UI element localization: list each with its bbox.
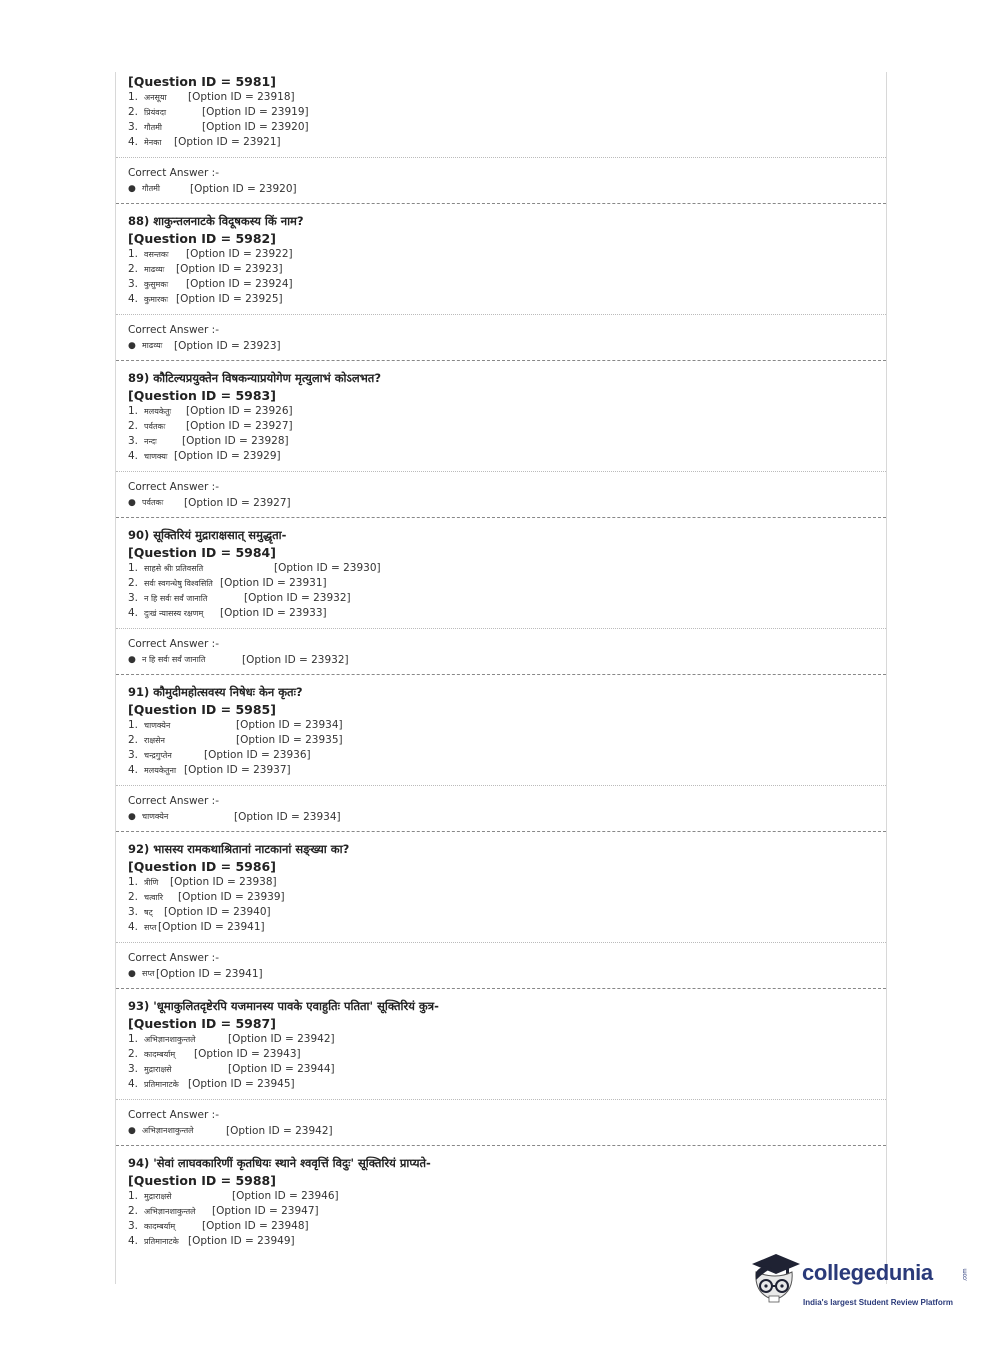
option-number: 4.	[128, 607, 139, 619]
option-id: [Option ID = 23944]	[228, 1063, 335, 1075]
options-list	[128, 875, 886, 935]
option-item	[128, 1234, 886, 1249]
answer-text: सप्त	[142, 969, 155, 978]
option-item	[128, 1077, 886, 1092]
option-item	[128, 875, 886, 890]
answer-text: न हि सर्वः सर्वं जानाति	[142, 655, 206, 664]
answer-option-id: [Option ID = 23923]	[174, 340, 281, 352]
bullet-icon: ●	[128, 498, 136, 508]
option-id: [Option ID = 23932]	[244, 592, 351, 604]
question-title: 92) भासस्य रामकथाश्रितानां नाटकानां सङ्ख्या का?	[128, 842, 350, 856]
option-id: [Option ID = 23921]	[174, 136, 281, 148]
option-number: 1.	[128, 405, 139, 417]
option-id: [Option ID = 23922]	[186, 248, 293, 260]
mascot-icon	[742, 1250, 804, 1312]
option-text: सर्वः स्वगन्धेषु विश्वसिति	[144, 579, 213, 588]
option-id: [Option ID = 23941]	[158, 921, 265, 933]
question-title: 94) 'सेवां लाघवकारिणीं कृतधियः स्थाने श्ववृत्तिं विदुः' सूक्तिरियं प्राप्यते-	[128, 1156, 431, 1170]
option-text: गौतमी	[144, 123, 162, 132]
question-id: [Question ID = 5988]	[128, 1173, 276, 1188]
option-id: [Option ID = 23926]	[186, 405, 293, 417]
option-item	[128, 449, 886, 464]
option-text: प्रतिमानाटके	[144, 1080, 179, 1089]
option-item	[128, 576, 886, 591]
option-text: अभिज्ञानशाकुन्तले	[144, 1035, 196, 1044]
option-number: 2.	[128, 1205, 139, 1217]
option-text: त्रीणि	[144, 878, 159, 887]
correct-answer	[116, 1123, 886, 1139]
option-item	[128, 262, 886, 277]
option-number: 3.	[128, 1063, 139, 1075]
correct-answer-label: Correct Answer :-	[128, 952, 219, 964]
option-text: कुमारकः	[144, 295, 169, 304]
answer-text: माढव्यः	[142, 341, 163, 350]
logo-wordmark: collegedunia	[802, 1260, 933, 1285]
options-list	[128, 90, 886, 150]
option-id: [Option ID = 23940]	[164, 906, 271, 918]
correct-answer	[116, 809, 886, 825]
answer-option-id: [Option ID = 23932]	[242, 654, 349, 666]
divider	[116, 628, 886, 629]
option-item	[128, 1204, 886, 1219]
option-number: 4.	[128, 921, 139, 933]
option-id: [Option ID = 23918]	[188, 91, 295, 103]
question-id: [Question ID = 5982]	[128, 231, 276, 246]
divider	[116, 471, 886, 472]
option-text: न हि सर्वः सर्वं जानाति	[144, 594, 208, 603]
correct-answer	[116, 652, 886, 668]
option-text: प्रियंवदा	[144, 108, 167, 117]
option-item	[128, 748, 886, 763]
option-item	[128, 292, 886, 307]
question-block	[116, 518, 886, 675]
option-number: 4.	[128, 450, 139, 462]
option-item	[128, 247, 886, 262]
option-text: सप्त	[144, 923, 157, 932]
options-list	[128, 561, 886, 621]
option-id: [Option ID = 23925]	[176, 293, 283, 305]
option-id: [Option ID = 23930]	[274, 562, 381, 574]
option-item	[128, 404, 886, 419]
options-list	[128, 247, 886, 307]
option-id: [Option ID = 23946]	[232, 1190, 339, 1202]
option-text: मुद्राराक्षसे	[144, 1065, 172, 1074]
option-id: [Option ID = 23949]	[188, 1235, 295, 1247]
option-item	[128, 434, 886, 449]
correct-answer-label: Correct Answer :-	[128, 324, 219, 336]
option-item	[128, 277, 886, 292]
question-id: [Question ID = 5987]	[128, 1016, 276, 1031]
option-number: 2.	[128, 734, 139, 746]
option-text: नन्दः	[144, 437, 157, 446]
option-number: 4.	[128, 136, 139, 148]
option-number: 3.	[128, 278, 139, 290]
option-item	[128, 890, 886, 905]
question-block	[116, 361, 886, 518]
option-item	[128, 1032, 886, 1047]
option-number: 2.	[128, 891, 139, 903]
option-item	[128, 920, 886, 935]
option-number: 1.	[128, 876, 139, 888]
question-block	[116, 832, 886, 989]
option-text: चन्द्रगुप्तेन	[144, 751, 172, 760]
option-number: 2.	[128, 106, 139, 118]
option-id: [Option ID = 23933]	[220, 607, 327, 619]
option-number: 3.	[128, 435, 139, 447]
exam-page	[115, 72, 887, 1284]
option-item	[128, 105, 886, 120]
option-number: 2.	[128, 420, 139, 432]
answer-option-id: [Option ID = 23934]	[234, 811, 341, 823]
option-id: [Option ID = 23923]	[176, 263, 283, 275]
question-title: 91) कौमुदीमहोत्सवस्य निषेधः केन कृतः?	[128, 685, 303, 699]
option-text: कुसुमकः	[144, 280, 169, 289]
option-id: [Option ID = 23943]	[194, 1048, 301, 1060]
answer-text: पर्वतकः	[142, 498, 164, 507]
option-id: [Option ID = 23919]	[202, 106, 309, 118]
question-title: 90) सूक्तिरियं मुद्राराक्षसात् समुद्धृता-	[128, 528, 287, 542]
option-number: 3.	[128, 749, 139, 761]
option-item	[128, 763, 886, 778]
option-item	[128, 561, 886, 576]
option-item	[128, 606, 886, 621]
option-text: चत्वारि	[144, 893, 164, 902]
option-item	[128, 1189, 886, 1204]
answer-option-id: [Option ID = 23927]	[184, 497, 291, 509]
bullet-icon: ●	[128, 1126, 136, 1136]
option-id: [Option ID = 23934]	[236, 719, 343, 731]
option-text: साहसे श्रीः प्रतिवसति	[144, 564, 204, 573]
option-number: 1.	[128, 562, 139, 574]
option-id: [Option ID = 23929]	[174, 450, 281, 462]
option-text: कादम्बर्याम्	[144, 1050, 176, 1059]
correct-answer-label: Correct Answer :-	[128, 1109, 219, 1121]
option-text: अनसूया	[144, 93, 167, 102]
option-number: 3.	[128, 906, 139, 918]
divider	[116, 314, 886, 315]
option-text: दुःखं न्यासस्य रक्षणम्	[144, 609, 204, 618]
question-id: [Question ID = 5986]	[128, 859, 276, 874]
divider	[116, 785, 886, 786]
option-text: चाणक्यः	[144, 452, 168, 461]
options-list	[128, 404, 886, 464]
correct-answer	[116, 495, 886, 511]
option-text: षट्	[144, 908, 153, 917]
option-number: 3.	[128, 592, 139, 604]
option-id: [Option ID = 23942]	[228, 1033, 335, 1045]
answer-text: गौतमी	[142, 184, 160, 193]
option-item	[128, 90, 886, 105]
logo-tagline: India's largest Student Review Platform	[803, 1298, 953, 1307]
question-title: 88) शाकुन्तलनाटके विदूषकस्य किं नाम?	[128, 214, 304, 228]
option-item	[128, 1047, 886, 1062]
questions-container	[116, 204, 886, 1249]
option-number: 4.	[128, 293, 139, 305]
question-block	[116, 989, 886, 1146]
options-list	[128, 1189, 886, 1249]
option-id: [Option ID = 23947]	[212, 1205, 319, 1217]
option-text: चाणक्येन	[144, 721, 171, 730]
option-text: मुद्राराक्षसे	[144, 1192, 172, 1201]
option-number: 4.	[128, 764, 139, 776]
options-list	[128, 1032, 886, 1092]
option-item	[128, 591, 886, 606]
question-block	[116, 204, 886, 361]
collegedunia-logo	[742, 1250, 972, 1320]
option-text: पर्वतकः	[144, 422, 166, 431]
option-id: [Option ID = 23936]	[204, 749, 311, 761]
question-id: [Question ID = 5985]	[128, 702, 276, 717]
correct-answer-label: Correct Answer :-	[128, 795, 219, 807]
divider	[116, 1099, 886, 1100]
option-id: [Option ID = 23920]	[202, 121, 309, 133]
option-item	[128, 718, 886, 733]
option-number: 4.	[128, 1078, 139, 1090]
correct-answer	[116, 966, 886, 982]
option-item	[128, 1062, 886, 1077]
option-item	[128, 120, 886, 135]
logo-suffix: .com	[962, 1268, 969, 1282]
option-id: [Option ID = 23935]	[236, 734, 343, 746]
correct-answer-label: Correct Answer :-	[128, 638, 219, 650]
question-id: [Question ID = 5984]	[128, 545, 276, 560]
option-item	[128, 733, 886, 748]
option-id: [Option ID = 23927]	[186, 420, 293, 432]
option-item	[128, 419, 886, 434]
option-id: [Option ID = 23928]	[182, 435, 289, 447]
bullet-icon: ●	[128, 969, 136, 979]
option-item	[128, 905, 886, 920]
option-text: मलयकेतुः	[144, 407, 172, 416]
answer-text: अभिज्ञानशाकुन्तले	[142, 1126, 194, 1135]
bullet-icon: ●	[128, 341, 136, 351]
option-text: माढव्यः	[144, 265, 165, 274]
option-item	[128, 135, 886, 150]
answer-option-id: [Option ID = 23941]	[156, 968, 263, 980]
option-number: 3.	[128, 121, 139, 133]
option-id: [Option ID = 23931]	[220, 577, 327, 589]
bullet-icon: ●	[128, 812, 136, 822]
question-block-5981	[116, 72, 886, 204]
option-text: मेनका	[144, 138, 162, 147]
options-list	[128, 718, 886, 778]
question-title: 89) कौटिल्यप्रयुक्तेन विषकन्याप्रयोगेण मृत्युलाभं कोऽलभत?	[128, 371, 382, 385]
option-id: [Option ID = 23948]	[202, 1220, 309, 1232]
option-number: 1.	[128, 1190, 139, 1202]
question-block	[116, 1146, 886, 1249]
question-title: 93) 'धूमाकुलितदृष्टेरपि यजमानस्य पावके एवाहुतिः पतिता' सूक्तिरियं कुत्र-	[128, 999, 439, 1013]
option-id: [Option ID = 23937]	[184, 764, 291, 776]
option-text: प्रतिमानाटके	[144, 1237, 179, 1246]
answer-option-id: [Option ID = 23942]	[226, 1125, 333, 1137]
option-item	[128, 1219, 886, 1234]
option-text: राक्षसेन	[144, 736, 165, 745]
option-id: [Option ID = 23938]	[170, 876, 277, 888]
option-id: [Option ID = 23924]	[186, 278, 293, 290]
option-number: 2.	[128, 577, 139, 589]
option-id: [Option ID = 23939]	[178, 891, 285, 903]
correct-answer	[116, 338, 886, 354]
question-id: [Question ID = 5981]	[128, 74, 276, 89]
option-text: वसन्तकः	[144, 250, 169, 259]
option-text: अभिज्ञानशाकुन्तले	[144, 1207, 196, 1216]
correct-answer-label: Correct Answer :-	[128, 167, 219, 179]
option-number: 1.	[128, 91, 139, 103]
bullet-icon: ●	[128, 184, 136, 194]
answer-text: चाणक्येन	[142, 812, 169, 821]
correct-answer	[116, 181, 886, 197]
option-number: 4.	[128, 1235, 139, 1247]
question-id: [Question ID = 5983]	[128, 388, 276, 403]
option-text: कादम्बर्याम्	[144, 1222, 176, 1231]
divider	[116, 942, 886, 943]
question-block	[116, 675, 886, 832]
correct-answer-label: Correct Answer :-	[128, 481, 219, 493]
option-number: 1.	[128, 248, 139, 260]
option-text: मलयकेतुना	[144, 766, 177, 775]
option-id: [Option ID = 23945]	[188, 1078, 295, 1090]
divider	[116, 157, 886, 158]
option-number: 2.	[128, 263, 139, 275]
option-number: 3.	[128, 1220, 139, 1232]
answer-option-id: [Option ID = 23920]	[190, 183, 297, 195]
bullet-icon: ●	[128, 655, 136, 665]
option-number: 1.	[128, 719, 139, 731]
option-number: 1.	[128, 1033, 139, 1045]
option-number: 2.	[128, 1048, 139, 1060]
